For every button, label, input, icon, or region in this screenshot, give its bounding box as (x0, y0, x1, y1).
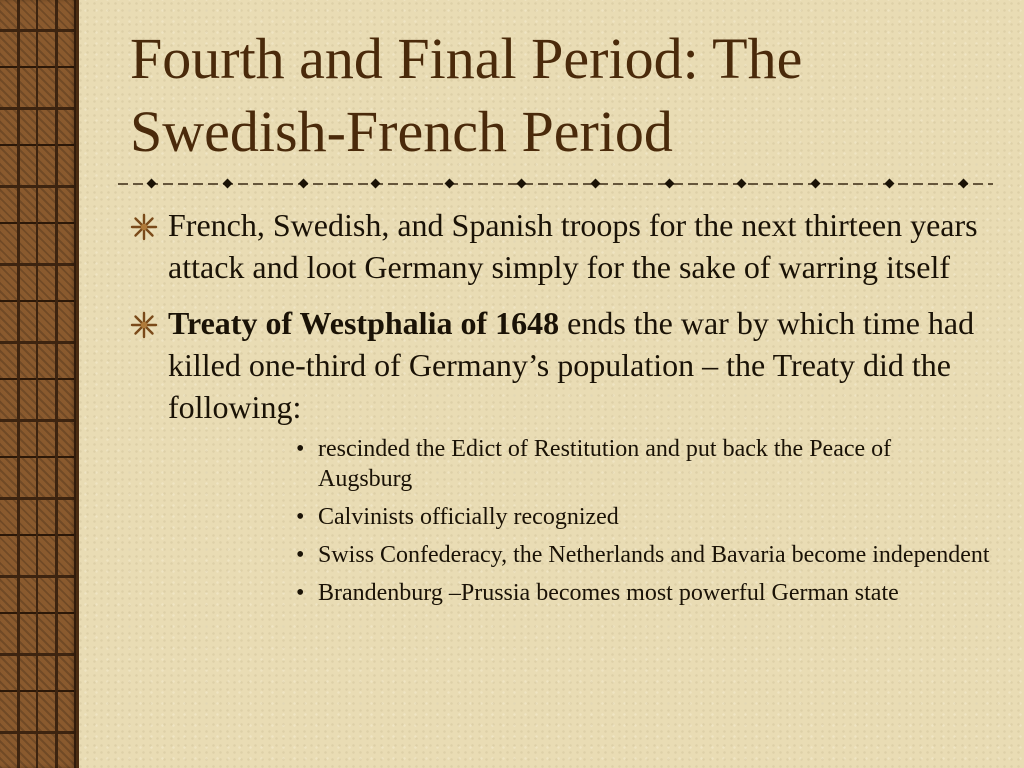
decorative-border (0, 0, 79, 768)
sub-bullet-text: Calvinists officially recognized (318, 504, 619, 530)
bullet-dot-icon: • (296, 580, 305, 606)
slide-title: Fourth and Final Period: The Swedish-French Period (130, 26, 803, 164)
bullet-text: ends the war by which time had killed one-third of Germany’s population – the Treaty did the following: (168, 305, 975, 425)
sub-bullet-item (296, 540, 990, 570)
bullet-dot-icon: • (296, 542, 305, 568)
sub-bullet-text: Brandenburg –Prussia becomes most powerful German state (318, 580, 899, 606)
sub-bullet-item (296, 502, 990, 532)
bullet-text: French, Swedish, and Spanish troops for the next thirteen years attack and loot Germany simply for the sake of warring itself (168, 207, 978, 285)
bullet-bold-text: Treaty of Westphalia of 1648 (168, 305, 560, 341)
sub-bullet-text: Swiss Confederacy, the Netherlands and Bavaria become independent (318, 542, 990, 568)
bullet-item (130, 204, 990, 288)
starburst-icon (130, 213, 158, 241)
bullet-dot-icon: • (296, 436, 305, 462)
starburst-icon (130, 311, 158, 339)
title-divider (118, 176, 993, 192)
sub-bullet-item (296, 578, 990, 608)
sub-bullet-item (296, 434, 990, 494)
sub-bullet-text: rescinded the Edict of Restitution and put back the Peace of Augsburg (318, 436, 892, 492)
sub-bullet-list (168, 434, 990, 608)
bullet-item (130, 302, 990, 608)
bullet-dot-icon: • (296, 504, 305, 530)
slide-content (130, 204, 990, 622)
